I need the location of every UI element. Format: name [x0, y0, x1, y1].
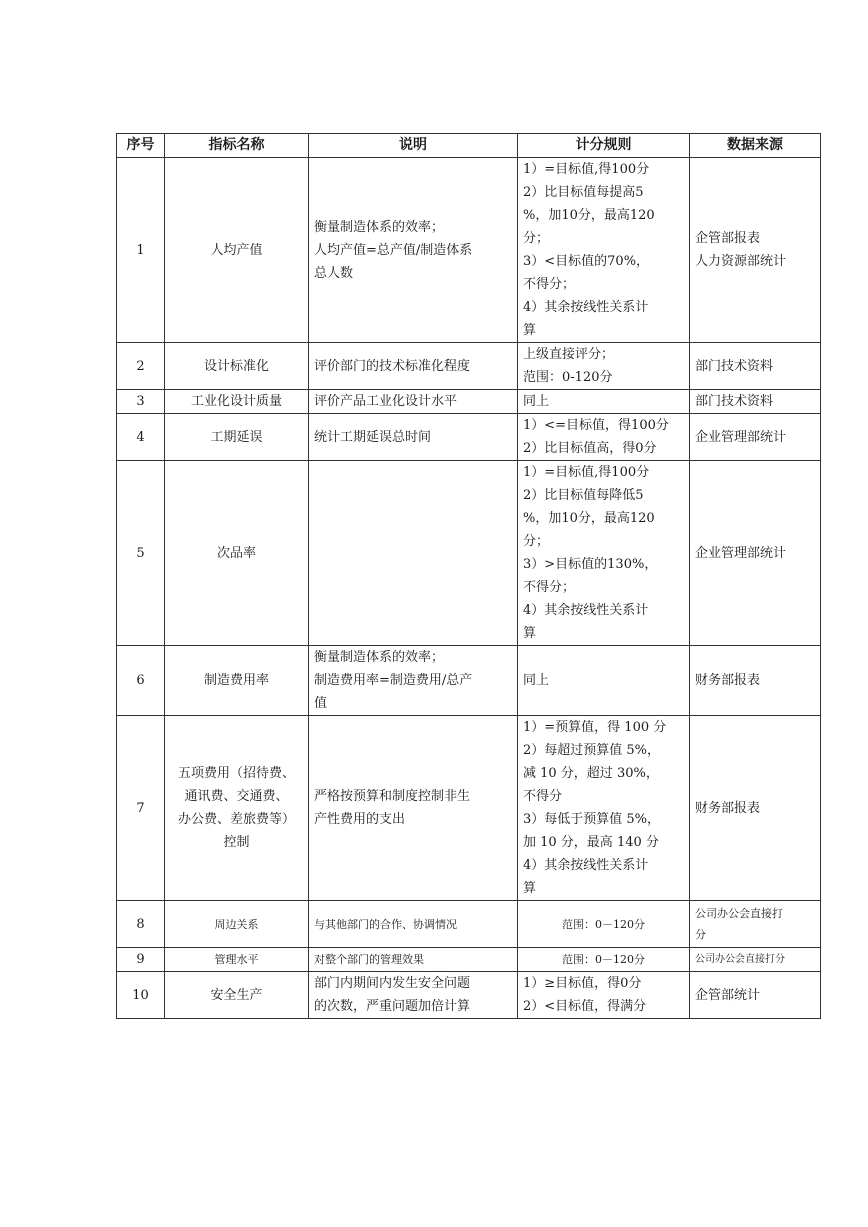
cell-data-source: [690, 948, 821, 972]
cell-text-line: 公司办公会直接打分: [695, 954, 785, 965]
cell-text-line: 管理水平: [214, 953, 259, 966]
cell-indicator-name: [165, 901, 309, 948]
cell-text-line: 1）<=目标值，得100分: [523, 418, 669, 433]
cell-indicator-name: [165, 646, 309, 716]
cell-text-line: 3）每低于预算值 5%，: [523, 812, 661, 827]
table-row: [117, 414, 821, 461]
cell-text-line: 衡量制造体系的效率；: [314, 219, 445, 235]
cell-indicator-name: [165, 414, 309, 461]
cell-indicator-name: [165, 390, 309, 414]
cell-description: [309, 646, 518, 716]
cell-description: [309, 901, 518, 948]
cell-text-line: 2）比目标值每降低5: [523, 488, 644, 503]
cell-text-line: 4）其余按线性关系计: [523, 603, 649, 618]
cell-text-line: 次品率: [216, 545, 256, 561]
cell-text-line: 部门技术资料: [695, 394, 774, 409]
cell-index: 8: [117, 901, 165, 948]
cell-text-line: 总人数: [314, 265, 354, 281]
cell-description: [309, 716, 518, 901]
cell-data-source: [690, 343, 821, 390]
cell-indicator-name: [165, 158, 309, 343]
table-row: [117, 972, 821, 1019]
cell-text-line: 人均产值: [210, 242, 263, 258]
cell-text-line: 同上: [523, 673, 550, 688]
cell-data-source: [690, 901, 821, 948]
cell-text-line: 安全生产: [210, 987, 263, 1003]
cell-text-line: 工业化设计质量: [190, 394, 282, 409]
cell-index: 4: [117, 414, 165, 461]
cell-text-line: 衡量制造体系的效率；: [314, 650, 445, 665]
cell-text-line: 分；: [523, 534, 550, 549]
cell-indicator-name: [165, 972, 309, 1019]
cell-text-line: 范围：0－120分: [562, 953, 645, 966]
cell-text-line: 算: [523, 881, 537, 896]
cell-text-line: 范围：0－120分: [562, 917, 645, 931]
cell-description: [309, 158, 518, 343]
cell-text-line: 设计标准化: [203, 358, 269, 374]
header-row: [117, 134, 821, 158]
header-indicator-name: 指标名称: [165, 134, 309, 158]
header-data-source: 数据来源: [690, 134, 821, 158]
kpi-table: [116, 133, 821, 1019]
cell-scoring-rule: [518, 343, 690, 390]
cell-description: [309, 414, 518, 461]
cell-text-line: 算: [523, 323, 537, 338]
cell-text-line: 产性费用的支出: [314, 812, 406, 827]
cell-data-source: [690, 414, 821, 461]
cell-text-line: 不得分；: [523, 277, 576, 292]
cell-scoring-rule: [518, 414, 690, 461]
cell-text-line: 值: [314, 696, 328, 711]
cell-text-line: 1）≥目标值，得0分: [523, 976, 642, 991]
cell-scoring-rule: [518, 972, 690, 1019]
header-scoring-rule: 计分规则: [518, 134, 690, 158]
cell-data-source: [690, 716, 821, 901]
table-row: [117, 343, 821, 390]
cell-index: 5: [117, 461, 165, 646]
cell-text-line: 分: [695, 928, 706, 941]
cell-scoring-rule: [518, 390, 690, 414]
cell-index: 9: [117, 948, 165, 972]
cell-text-line: 1）=目标值,得100分: [523, 162, 650, 177]
cell-text-line: 五项费用（招待费、: [177, 766, 295, 781]
cell-text-line: 人均产值=总产值/制造体系: [314, 242, 473, 258]
cell-text-line: 2）每超过预算值 5%，: [523, 743, 661, 758]
table-row: [117, 716, 821, 901]
cell-text-line: 2）比目标值高，得0分: [523, 441, 657, 456]
cell-indicator-name: [165, 716, 309, 901]
cell-text-line: 3）<目标值的70%，: [523, 254, 650, 269]
cell-index: 2: [117, 343, 165, 390]
cell-text-line: 同上: [523, 394, 550, 409]
cell-text-line: 加 10 分，最高 140 分: [523, 835, 659, 850]
cell-scoring-rule: [518, 948, 690, 972]
cell-text-line: 企管部统计: [695, 987, 761, 1003]
cell-text-line: 与其他部门的合作、协调情况: [314, 917, 457, 931]
cell-text-line: 1）=预算值，得 100 分: [523, 720, 667, 735]
cell-scoring-rule: [518, 646, 690, 716]
cell-description: [309, 948, 518, 972]
cell-text-line: 财务部报表: [695, 800, 761, 816]
cell-data-source: [690, 461, 821, 646]
cell-scoring-rule: [518, 158, 690, 343]
cell-indicator-name: [165, 461, 309, 646]
cell-text-line: 不得分: [523, 789, 563, 804]
table-row: [117, 390, 821, 414]
cell-text-line: 1）=目标值,得100分: [523, 465, 650, 480]
cell-text-line: 工期延误: [210, 429, 263, 445]
cell-text-line: 制造费用率: [203, 673, 269, 688]
table-row: [117, 948, 821, 972]
cell-text-line: 严格按预算和制度控制非生: [314, 789, 471, 804]
cell-text-line: 2）比目标值每提高5: [523, 185, 644, 200]
cell-text-line: 评价部门的技术标准化程度: [314, 358, 471, 374]
cell-text-line: 范围：0-120分: [523, 370, 613, 385]
cell-text-line: 上级直接评分；: [523, 347, 615, 362]
cell-text-line: 部门技术资料: [695, 358, 774, 374]
table-row: [117, 901, 821, 948]
cell-index: 1: [117, 158, 165, 343]
cell-text-line: 企管部报表: [695, 231, 761, 246]
cell-description: [309, 972, 518, 1019]
cell-text-line: 算: [523, 626, 537, 641]
cell-text-line: 2）<目标值，得满分: [523, 999, 647, 1014]
cell-text-line: 办公费、差旅费等）: [177, 812, 295, 827]
cell-text-line: 制造费用率=制造费用/总产: [314, 673, 473, 688]
cell-data-source: [690, 390, 821, 414]
cell-index: 6: [117, 646, 165, 716]
cell-text-line: 财务部报表: [695, 673, 761, 688]
cell-text-line: 评价产品工业化设计水平: [314, 394, 458, 409]
cell-scoring-rule: [518, 461, 690, 646]
cell-text-line: 公司办公会直接打: [695, 907, 783, 920]
cell-text-line: 周边关系: [214, 917, 259, 931]
cell-text-line: 的次数，严重问题加倍计算: [314, 999, 471, 1014]
table-row: [117, 158, 821, 343]
cell-text-line: 人力资源部统计: [695, 254, 787, 269]
cell-text-line: %，加10分，最高120: [523, 511, 655, 526]
table-row: [117, 646, 821, 716]
cell-text-line: 通讯费、交通费、: [184, 789, 289, 804]
cell-index: 7: [117, 716, 165, 901]
cell-indicator-name: [165, 948, 309, 972]
cell-index: 3: [117, 390, 165, 414]
cell-text-line: 分；: [523, 231, 550, 246]
header-description: 说明: [309, 134, 518, 158]
table-row: [117, 461, 821, 646]
cell-text-line: 企业管理部统计: [695, 429, 787, 445]
cell-description: [309, 343, 518, 390]
cell-text-line: 减 10 分，超过 30%，: [523, 766, 659, 781]
cell-data-source: [690, 972, 821, 1019]
header-index: 序号: [117, 134, 165, 158]
table-body: [117, 158, 821, 1019]
cell-text-line: 不得分；: [523, 580, 576, 595]
cell-data-source: [690, 646, 821, 716]
cell-text-line: %，加10分，最高120: [523, 208, 655, 223]
cell-text-line: 对整个部门的管理效果: [314, 953, 424, 966]
cell-text-line: 部门内期间内发生安全问题: [314, 976, 471, 991]
cell-description: [309, 390, 518, 414]
cell-text-line: 控制: [223, 835, 250, 850]
cell-text-line: 4）其余按线性关系计: [523, 858, 649, 873]
cell-indicator-name: [165, 343, 309, 390]
cell-index: 10: [117, 972, 165, 1019]
cell-scoring-rule: [518, 901, 690, 948]
cell-text-line: 企业管理部统计: [695, 545, 787, 561]
cell-scoring-rule: [518, 716, 690, 901]
cell-data-source: [690, 158, 821, 343]
cell-description: [309, 461, 518, 646]
cell-text-line: 4）其余按线性关系计: [523, 300, 649, 315]
cell-text-line: 3）>目标值的130%，: [523, 557, 658, 572]
cell-text-line: 统计工期延误总时间: [314, 429, 432, 445]
